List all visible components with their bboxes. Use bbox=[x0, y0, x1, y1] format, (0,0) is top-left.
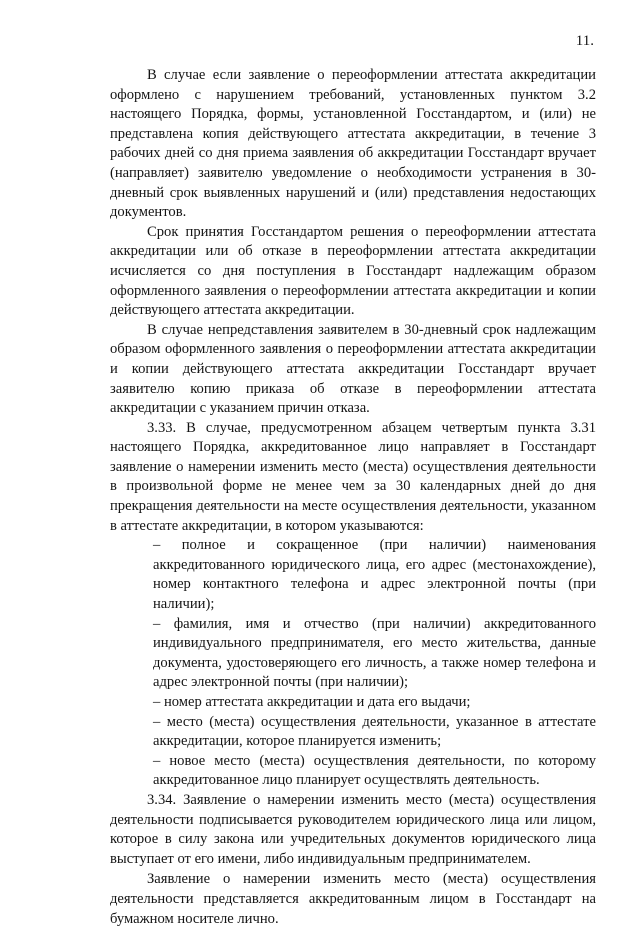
list-item: – номер аттестата аккредитации и дата его выдачи; bbox=[153, 694, 471, 710]
paragraph-decision-term: Срок принятия Госстандартом решения о переоформлении аттестата аккредитации или об отказе в переоформлении аттестата аккредитации исчисляется со дня поступления в Госстандарт надлежащим образом оформленного заявления о переоформлении аттестата аккредитации и копии действующего аттестата аккредитации. bbox=[110, 223, 596, 319]
paragraph-3-34: 3.34. Заявление о намерении изменить место (места) осуществления деятельности подписывается руководителем юридического лица или лицом, которое в силу закона или учредительных документов юридического лица выступает от его имени, либо индивидуальным предпринимателем. bbox=[110, 791, 596, 867]
document-body bbox=[110, 66, 596, 929]
list-item: – место (места) осуществления деятельности, указанное в аттестате аккредитации, которое планируется изменить; bbox=[153, 713, 596, 750]
required-info-list bbox=[110, 536, 596, 791]
list-item: – новое место (места) осуществления деятельности, по которому аккредитованное лицо планирует осуществлять деятельность. bbox=[153, 752, 596, 789]
paragraph-reissue-violations: В случае если заявление о переоформлении аттестата аккредитации оформлено с нарушением требований, установленных пунктом 3.2 настоящего Порядка, формы, установленной Госстандартом, и (или) не представлена копия действующего аттестата аккредитации, в течение 3 рабочих дней со дня приема заявления об аккредитации Госстандарт вручает (направляет) заявителю уведомление о необходимости устранения в 30-дневный срок выявленных нарушений и (или) представления недостающих документов. bbox=[110, 67, 596, 221]
page-number: 11. bbox=[575, 33, 594, 49]
list-item: – полное и сокращенное (при наличии) наименования аккредитованного юридического лица, его адрес (местонахождение), номер контактного телефона и адрес электронной почты (при наличии); bbox=[153, 537, 596, 613]
paragraph-submission: Заявление о намерении изменить место (места) осуществления деятельности представляется аккредитованным лицом в Госстандарт на бумажном носителе лично. bbox=[110, 871, 596, 927]
paragraph-3-33: 3.33. В случае, предусмотренном абзацем четвертым пункта 3.31 настоящего Порядка, аккредитованное лицо направляет в Госстандарт заявление о намерении изменить место (места) осуществления деятельности в произвольной форме не менее чем за 30 календарных дней до дня прекращения деятельности на месте осуществления деятельности, указанном в аттестате аккредитации, в котором указываются: bbox=[110, 419, 596, 534]
paragraph-refusal: В случае непредставления заявителем в 30-дневный срок надлежащим образом оформленного заявления о переоформлении аттестата аккредитации и копии действующего аттестата аккредитации Госстандарт вручает заявителю копию приказа об отказе в переоформлении аттестата аккредитации с указанием причин отказа. bbox=[110, 321, 596, 417]
list-item: – фамилия, имя и отчество (при наличии) аккредитованного индивидуального предпринимателя, его место жительства, данные документа, удостоверяющего его личность, а также номер телефона и адрес электронной почты (при наличии); bbox=[153, 615, 596, 691]
